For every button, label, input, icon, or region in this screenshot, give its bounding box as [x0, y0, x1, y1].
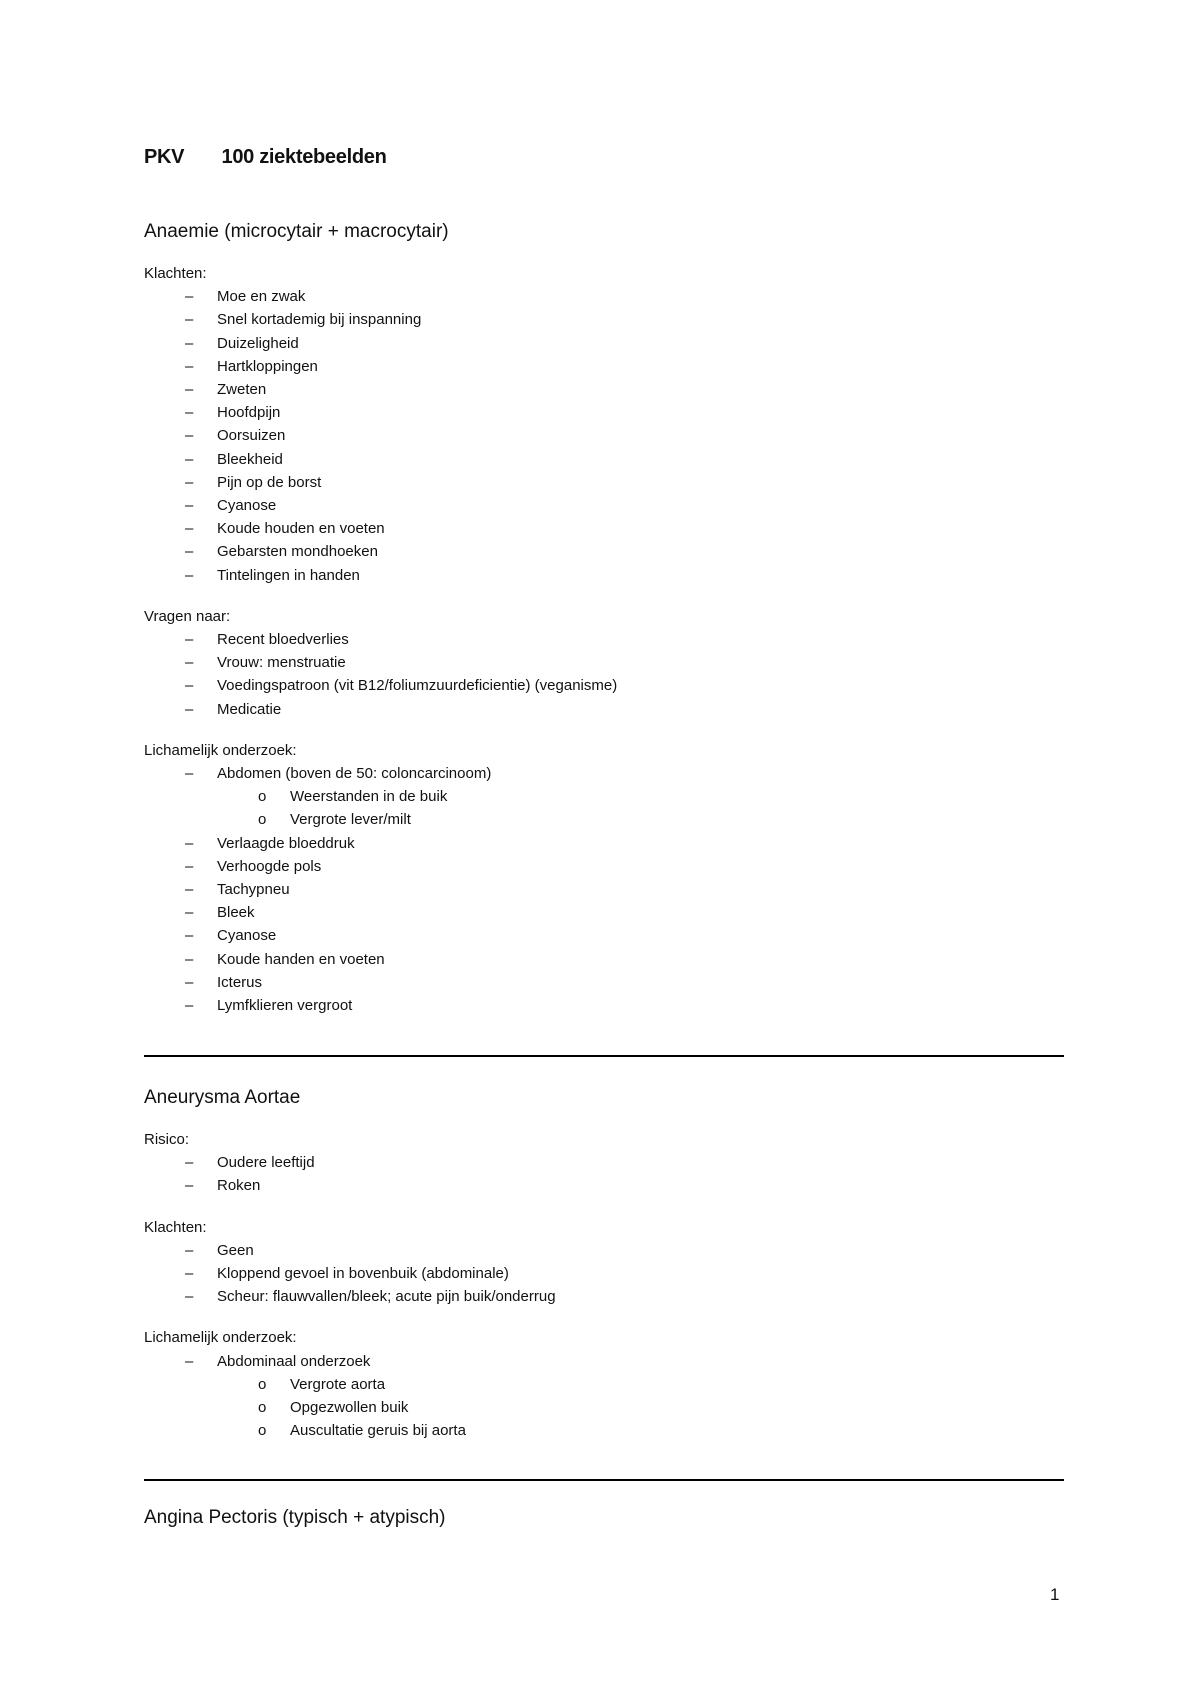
- list-item-text: Cyanose: [217, 927, 277, 945]
- list-item: [144, 517, 1064, 540]
- item-group: [144, 605, 1064, 721]
- section-heading: Aneurysma Aortae: [144, 1087, 301, 1108]
- circle-bullet: o: [258, 788, 267, 806]
- dash-list: [144, 1239, 1064, 1309]
- dash-bullet: –: [185, 497, 194, 515]
- list-item-text: Voedingspatroon (vit B12/foliumzuurdeficientie) (veganisme): [217, 677, 618, 695]
- dash-bullet: –: [185, 881, 194, 899]
- dash-bullet: –: [185, 950, 194, 968]
- dash-bullet: –: [185, 973, 194, 991]
- dash-list: [144, 1350, 1064, 1443]
- list-item: [144, 698, 1064, 721]
- list-item-text: Hartkloppingen: [217, 357, 318, 375]
- list-item-text: Verlaagde bloeddruk: [217, 834, 355, 852]
- list-item-text: Verhoogde pols: [217, 857, 322, 875]
- list-item: [144, 332, 1064, 355]
- list-item: [144, 971, 1064, 994]
- list-item: [144, 494, 1064, 517]
- group-label: Klachten:: [144, 265, 207, 282]
- list-item-text: Moe en zwak: [217, 288, 306, 306]
- dash-bullet: –: [185, 543, 194, 561]
- group-label: Risico:: [144, 1131, 190, 1148]
- list-item: [144, 924, 1064, 947]
- title-code: PKV: [144, 146, 185, 168]
- list-item: [144, 628, 1064, 651]
- list-item-text: Koude handen en voeten: [217, 950, 385, 968]
- dash-list: [144, 762, 1064, 1017]
- sub-list: [217, 1373, 1064, 1443]
- sub-list: [217, 785, 1064, 831]
- list-item: [144, 401, 1064, 424]
- list-item-text: Vrouw: menstruatie: [217, 654, 346, 672]
- list-item: [144, 832, 1064, 855]
- list-item-text: Oorsuizen: [217, 427, 286, 445]
- list-item-text: Koude houden en voeten: [217, 520, 385, 538]
- list-item: [144, 1285, 1064, 1308]
- group-label: Vragen naar:: [144, 607, 231, 625]
- group-label: Lichamelijk onderzoek:: [144, 741, 297, 759]
- sub-list-item: [217, 1373, 1064, 1396]
- dash-bullet: –: [185, 1288, 194, 1306]
- dash-bullet: –: [185, 520, 194, 538]
- list-item-text: Gebarsten mondhoeken: [217, 543, 378, 561]
- circle-bullet: o: [258, 1375, 267, 1393]
- dash-bullet: –: [185, 904, 194, 922]
- sub-list-item-text: Opgezwollen buik: [290, 1399, 409, 1417]
- dash-bullet: –: [185, 404, 194, 422]
- list-item-text: Bleek: [217, 904, 255, 922]
- list-item-text: Pijn op de borst: [217, 473, 322, 491]
- list-item: [144, 424, 1064, 447]
- list-item-text: Tachypneu: [217, 881, 290, 899]
- sub-list-item: [217, 785, 1064, 808]
- list-item-text: Abdominaal onderzoek: [217, 1352, 371, 1370]
- dash-bullet: –: [185, 997, 194, 1015]
- list-item-text: Lymfklieren vergroot: [217, 997, 353, 1015]
- list-item-text: Duizeligheid: [217, 334, 299, 352]
- list-item-text: Recent bloedverlies: [217, 631, 349, 649]
- list-item: [144, 1350, 1064, 1373]
- dash-list: [144, 628, 1064, 721]
- dash-bullet: –: [185, 1154, 194, 1172]
- list-item: [144, 448, 1064, 471]
- sub-list-container: [144, 1373, 1064, 1443]
- sub-list-item-text: Vergrote aorta: [290, 1375, 386, 1393]
- list-item: [144, 285, 1064, 308]
- list-item: [144, 378, 1064, 401]
- list-item: [144, 855, 1064, 878]
- list-item: [144, 308, 1064, 331]
- item-group: [144, 1216, 1064, 1309]
- list-item-text: Kloppend gevoel in bovenbuik (abdominale): [217, 1265, 509, 1283]
- dash-bullet: –: [185, 427, 194, 445]
- dash-bullet: –: [185, 288, 194, 306]
- dash-bullet: –: [185, 677, 194, 695]
- list-item: [144, 355, 1064, 378]
- list-item-text: Medicatie: [217, 700, 282, 718]
- item-group: [144, 262, 1064, 587]
- item-group: [144, 739, 1064, 1017]
- list-item: [144, 948, 1064, 971]
- list-item: [144, 471, 1064, 494]
- dash-bullet: –: [185, 765, 194, 783]
- section-angina-pectoris: [144, 1506, 1064, 1530]
- dash-bullet: –: [185, 927, 194, 945]
- dash-bullet: –: [185, 654, 194, 672]
- list-item: [144, 1151, 1064, 1174]
- list-item-text: Cyanose: [217, 497, 277, 515]
- sub-list-item: [217, 1396, 1064, 1419]
- dash-bullet: –: [185, 1352, 194, 1370]
- group-label: Lichamelijk onderzoek:: [144, 1329, 297, 1347]
- dash-bullet: –: [185, 357, 194, 375]
- list-item: [144, 994, 1064, 1017]
- sub-list-item-text: Auscultatie geruis bij aorta: [290, 1422, 466, 1440]
- section-divider: [144, 1479, 1064, 1481]
- dash-bullet: –: [185, 1177, 194, 1195]
- dash-bullet: –: [185, 1241, 194, 1259]
- list-item: [144, 1174, 1064, 1197]
- dash-bullet: –: [185, 334, 194, 352]
- circle-bullet: o: [258, 1399, 267, 1417]
- list-item-text: Scheur: flauwvallen/bleek; acute pijn buik/onderrug: [217, 1288, 556, 1306]
- section-divider: [144, 1055, 1064, 1057]
- section-heading: Anaemie (microcytair + macrocytair): [144, 221, 449, 242]
- list-item-text: Bleekheid: [217, 450, 283, 468]
- dash-bullet: –: [185, 700, 194, 718]
- sub-list-item-text: Vergrote lever/milt: [290, 811, 411, 829]
- dash-bullet: –: [185, 857, 194, 875]
- circle-bullet: o: [258, 811, 267, 829]
- list-item-text: Tintelingen in handen: [217, 566, 360, 584]
- list-item: [144, 564, 1064, 587]
- section-anaemie: [144, 220, 1064, 1017]
- dash-bullet: –: [185, 450, 194, 468]
- item-group: [144, 1128, 1064, 1198]
- list-item: [144, 762, 1064, 785]
- page-number: 1: [1050, 1585, 1060, 1604]
- item-group: [144, 1326, 1064, 1442]
- dash-bullet: –: [185, 566, 194, 584]
- sub-list-container: [144, 785, 1064, 831]
- circle-bullet: o: [258, 1422, 267, 1440]
- section-heading: Angina Pectoris (typisch + atypisch): [144, 1507, 446, 1528]
- list-item: [144, 1262, 1064, 1285]
- list-item: [144, 901, 1064, 924]
- list-item-text: Oudere leeftijd: [217, 1154, 315, 1172]
- list-item: [144, 878, 1064, 901]
- list-item: [144, 674, 1064, 697]
- sub-list-item: [217, 1419, 1064, 1442]
- group-label: Klachten:: [144, 1218, 207, 1236]
- dash-bullet: –: [185, 1265, 194, 1283]
- list-item-text: Hoofdpijn: [217, 404, 281, 422]
- list-item-text: Geen: [217, 1241, 254, 1259]
- sub-list-item: [217, 808, 1064, 831]
- dash-bullet: –: [185, 381, 194, 399]
- list-item: [144, 651, 1064, 674]
- title-text: 100 ziektebeelden: [221, 146, 387, 168]
- dash-bullet: –: [185, 631, 194, 649]
- section-aneurysma-aortae: [144, 1086, 1064, 1442]
- dash-list: [144, 285, 1064, 587]
- list-item-text: Abdomen (boven de 50: coloncarcinoom): [217, 765, 492, 783]
- list-item-text: Snel kortademig bij inspanning: [217, 311, 422, 329]
- dash-bullet: –: [185, 311, 194, 329]
- list-item: [144, 1239, 1064, 1262]
- dash-bullet: –: [185, 834, 194, 852]
- dash-bullet: –: [185, 473, 194, 491]
- dash-list: [144, 1151, 1064, 1197]
- list-item: [144, 540, 1064, 563]
- list-item-text: Zweten: [217, 381, 267, 399]
- list-item-text: Icterus: [217, 973, 263, 991]
- document-title: [144, 146, 387, 169]
- list-item-text: Roken: [217, 1177, 261, 1195]
- sub-list-item-text: Weerstanden in de buik: [290, 788, 448, 806]
